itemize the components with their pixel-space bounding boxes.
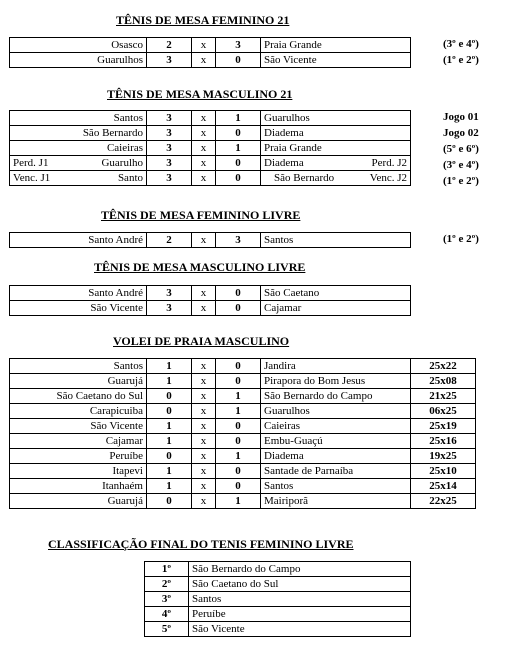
team-left: São Vicente [10, 419, 147, 434]
score-left: 0 [147, 404, 192, 419]
versus: x [192, 374, 216, 389]
table-row [10, 171, 411, 186]
versus: x [192, 419, 216, 434]
team-left: Peruíbe [10, 449, 147, 464]
team-right: Caieiras [261, 419, 411, 434]
versus: x [192, 286, 216, 301]
set-score: 25x19 [411, 419, 476, 434]
score-left: 1 [147, 419, 192, 434]
team-name: Peruíbe [189, 607, 411, 622]
score-left: 3 [147, 141, 192, 156]
versus: x [192, 494, 216, 509]
set-score: 25x16 [411, 434, 476, 449]
team-right: Santos [261, 233, 411, 248]
team-right: São Vicente [261, 53, 411, 68]
results-table [9, 37, 411, 68]
results-table [9, 110, 411, 186]
team-left: Cajamar [10, 434, 147, 449]
team-right: Diadema [261, 126, 411, 141]
table-row [145, 592, 411, 607]
score-left: 3 [147, 171, 192, 186]
table-row [10, 38, 411, 53]
score-left: 3 [147, 53, 192, 68]
team-right: São Bernardo do Campo [261, 389, 411, 404]
section-title: VOLEI DE PRAIA MASCULINO [113, 334, 290, 348]
table-row [10, 449, 476, 464]
versus: x [192, 479, 216, 494]
team-right: São Caetano [261, 286, 411, 301]
score-left: 1 [147, 359, 192, 374]
versus: x [192, 141, 216, 156]
team-left: São Bernardo [10, 126, 147, 141]
team-name: São Bernardo do Campo [189, 562, 411, 577]
team-left: Itapevi [10, 464, 147, 479]
position: 5º [145, 622, 189, 637]
score-left: 2 [147, 233, 192, 248]
team-right: Guarulhos [261, 404, 411, 419]
team-left: Santo André [10, 286, 147, 301]
position: 2º [145, 577, 189, 592]
team-name: São Caetano do Sul [189, 577, 411, 592]
team-right: Pirapora do Bom Jesus [261, 374, 411, 389]
position: 1º [145, 562, 189, 577]
score-left: 0 [147, 449, 192, 464]
team-left: Guarujá [10, 374, 147, 389]
table-row [10, 233, 411, 248]
placement-note: (1º e 2º) [443, 233, 479, 245]
team-right: Santos [261, 479, 411, 494]
set-score: 21x25 [411, 389, 476, 404]
section-title: TÊNIS DE MESA MASCULINO 21 [107, 87, 293, 101]
volleyball-results-table [9, 358, 476, 509]
team-name: São Vicente [189, 622, 411, 637]
table-row [10, 286, 411, 301]
versus: x [192, 38, 216, 53]
table-row [145, 577, 411, 592]
table-row [10, 464, 476, 479]
versus: x [192, 359, 216, 374]
team-left: Santo André [10, 233, 147, 248]
versus: x [192, 171, 216, 186]
team-left: Carapicuiba [10, 404, 147, 419]
team-left: Caieiras [10, 141, 147, 156]
score-left: 1 [147, 479, 192, 494]
table-row [10, 434, 476, 449]
table-row [10, 494, 476, 509]
team-left: Santos [10, 359, 147, 374]
results-table [9, 232, 411, 248]
team-left: São Caetano do Sul [10, 389, 147, 404]
placement-note: (1º e 2º) [443, 175, 479, 187]
score-right: 0 [216, 171, 261, 186]
team-right: Diadema [261, 449, 411, 464]
team-right: Praia Grande [261, 38, 411, 53]
table-row [10, 126, 411, 141]
score-right: 0 [216, 286, 261, 301]
team-name: Santo [117, 172, 143, 184]
team-name: Santos [189, 592, 411, 607]
score-right: 0 [216, 434, 261, 449]
versus: x [192, 449, 216, 464]
set-score: 25x08 [411, 374, 476, 389]
placement-note: (3º e 4º) [443, 38, 479, 50]
versus: x [192, 389, 216, 404]
score-right: 1 [216, 404, 261, 419]
table-row [10, 479, 476, 494]
table-row [145, 622, 411, 637]
versus: x [192, 111, 216, 126]
score-right: 3 [216, 233, 261, 248]
team-right: Santade de Parnaíba [261, 464, 411, 479]
team-name: Guarulho [101, 157, 143, 169]
score-left: 0 [147, 494, 192, 509]
score-right: 0 [216, 126, 261, 141]
team-right [261, 171, 411, 186]
score-right: 0 [216, 156, 261, 171]
versus: x [192, 126, 216, 141]
table-row [10, 156, 411, 171]
table-row [10, 141, 411, 156]
team-right: Cajamar [261, 301, 411, 316]
versus: x [192, 404, 216, 419]
score-left: 2 [147, 38, 192, 53]
table-row [10, 53, 411, 68]
score-right: 1 [216, 449, 261, 464]
team-right: Embu-Guaçú [261, 434, 411, 449]
score-left: 1 [147, 464, 192, 479]
score-right: 3 [216, 38, 261, 53]
score-right: 1 [216, 494, 261, 509]
team-right: Mairiporã [261, 494, 411, 509]
bracket-label: Perd. J1 [13, 157, 49, 169]
table-row [10, 389, 476, 404]
position: 3º [145, 592, 189, 607]
set-score: 22x25 [411, 494, 476, 509]
set-score: 06x25 [411, 404, 476, 419]
versus: x [192, 156, 216, 171]
score-left: 0 [147, 389, 192, 404]
versus: x [192, 53, 216, 68]
placement-note: (3º e 4º) [443, 159, 479, 171]
table-row [10, 374, 476, 389]
team-left: Santos [10, 111, 147, 126]
score-right: 0 [216, 301, 261, 316]
team-name: São Bernardo [274, 172, 335, 184]
classification-title: CLASSIFICAÇÃO FINAL DO TENIS FEMININO LIVRE [48, 537, 354, 551]
bracket-label: Venc. J2 [369, 172, 407, 184]
set-score: 19x25 [411, 449, 476, 464]
score-left: 1 [147, 434, 192, 449]
set-score: 25x14 [411, 479, 476, 494]
classification-table [144, 561, 411, 637]
team-left: São Vicente [10, 301, 147, 316]
team-right: Jandira [261, 359, 411, 374]
game-note: Jogo 02 [443, 127, 479, 139]
team-name: Diadema [264, 157, 304, 169]
team-left: Guarulhos [10, 53, 147, 68]
bracket-label: Perd. J2 [371, 157, 407, 169]
results-table [9, 285, 411, 316]
placement-note: (1º e 2º) [443, 54, 479, 66]
score-right: 0 [216, 419, 261, 434]
score-left: 3 [147, 156, 192, 171]
section-title: TÊNIS DE MESA FEMININO LIVRE [101, 208, 301, 222]
table-row [145, 607, 411, 622]
game-note: Jogo 01 [443, 111, 479, 123]
score-right: 1 [216, 389, 261, 404]
versus: x [192, 233, 216, 248]
score-right: 1 [216, 141, 261, 156]
score-left: 3 [147, 301, 192, 316]
versus: x [192, 434, 216, 449]
table-row [10, 404, 476, 419]
versus: x [192, 301, 216, 316]
position: 4º [145, 607, 189, 622]
score-right: 0 [216, 464, 261, 479]
team-left [10, 171, 147, 186]
table-row [10, 419, 476, 434]
team-right: Guarulhos [261, 111, 411, 126]
score-left: 3 [147, 126, 192, 141]
bracket-label: Venc. J1 [13, 172, 51, 184]
score-left: 3 [147, 111, 192, 126]
team-right [261, 156, 411, 171]
section-title: TÊNIS DE MESA MASCULINO LIVRE [94, 260, 306, 274]
versus: x [192, 464, 216, 479]
team-left [10, 156, 147, 171]
set-score: 25x22 [411, 359, 476, 374]
score-left: 3 [147, 286, 192, 301]
table-row [10, 359, 476, 374]
team-left: Itanhaém [10, 479, 147, 494]
set-score: 25x10 [411, 464, 476, 479]
table-row [10, 111, 411, 126]
team-left: Osasco [10, 38, 147, 53]
score-right: 0 [216, 479, 261, 494]
team-right: Praia Grande [261, 141, 411, 156]
team-left: Guarujá [10, 494, 147, 509]
table-row [145, 562, 411, 577]
score-left: 1 [147, 374, 192, 389]
score-right: 1 [216, 111, 261, 126]
placement-note: (5º e 6º) [443, 143, 479, 155]
table-row [10, 301, 411, 316]
score-right: 0 [216, 359, 261, 374]
section-title: TÊNIS DE MESA FEMININO 21 [116, 13, 290, 27]
score-right: 0 [216, 53, 261, 68]
score-right: 0 [216, 374, 261, 389]
